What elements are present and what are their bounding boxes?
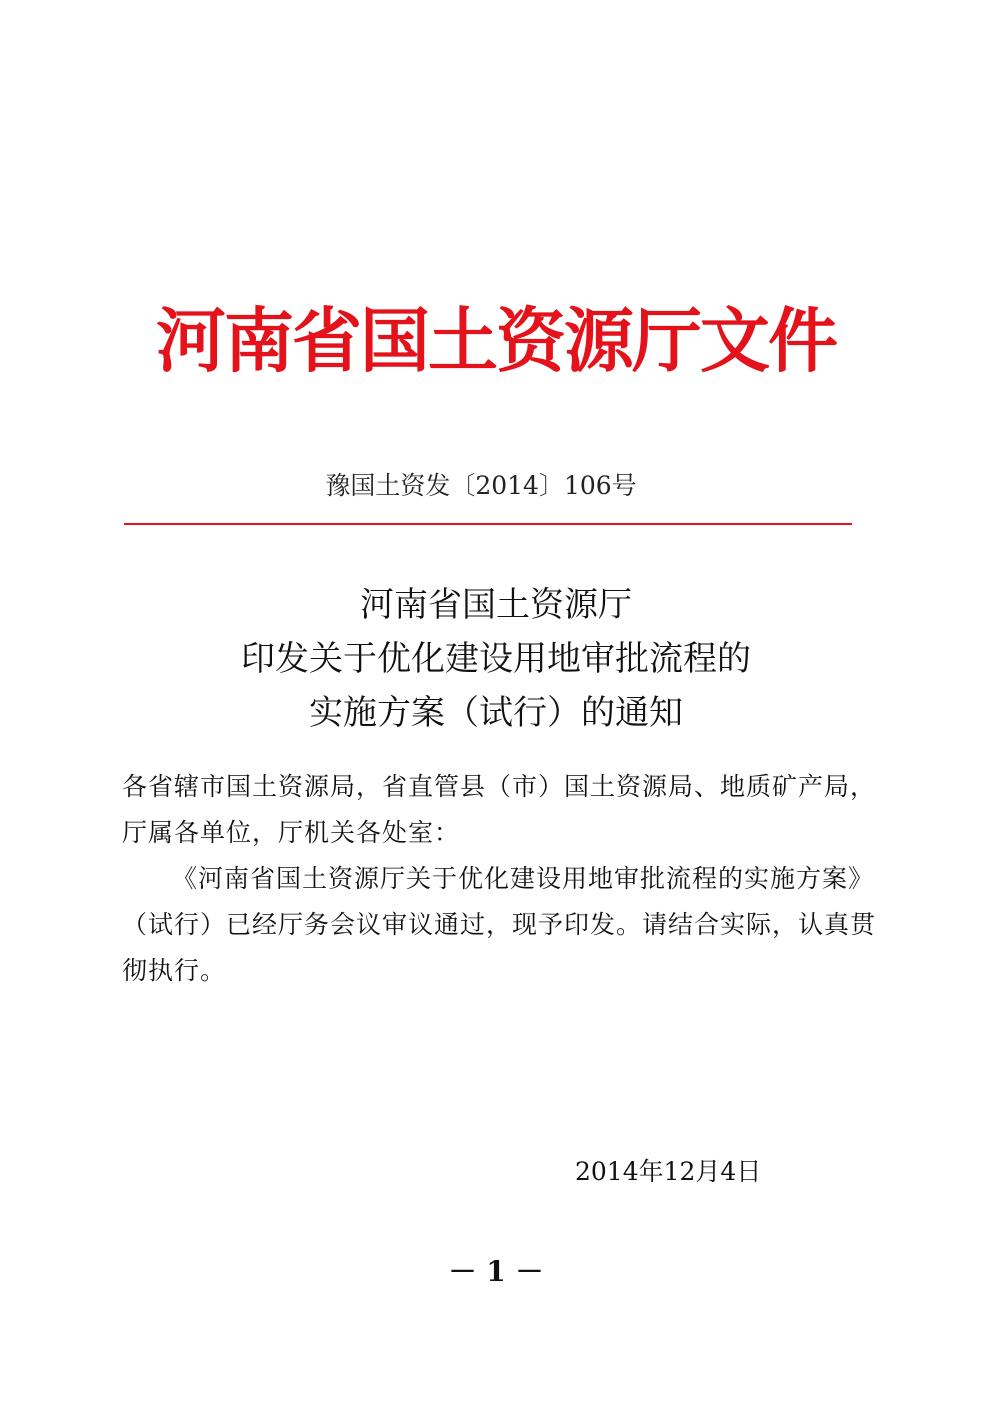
title-line-2: 印发关于优化建设用地审批流程的 xyxy=(241,639,751,679)
addressee: 各省辖市国土资源局，省直管县（市）国土资源局、地质矿产局，厅属各单位，厅机关各处室： xyxy=(122,772,877,847)
page-number: － 1 － xyxy=(448,1255,544,1288)
body-paragraph: 《河南省国土资源厅关于优化建设用地审批流程的实施方案》（试行）已经厅务会议审议通过，现予印发。请结合实际，认真贯彻执行。 xyxy=(122,864,877,985)
issuer-title: 河南省国土资源厅文件 xyxy=(156,300,836,382)
title-line-1: 河南省国土资源厅 xyxy=(360,585,632,625)
document-date: 2014年12月4日 xyxy=(575,1157,762,1186)
document-number: 豫国土资发〔2014〕106号 xyxy=(325,471,637,500)
red-divider xyxy=(124,523,852,525)
document-title xyxy=(0,578,992,740)
title-line-3: 实施方案（试行）的通知 xyxy=(309,693,683,733)
